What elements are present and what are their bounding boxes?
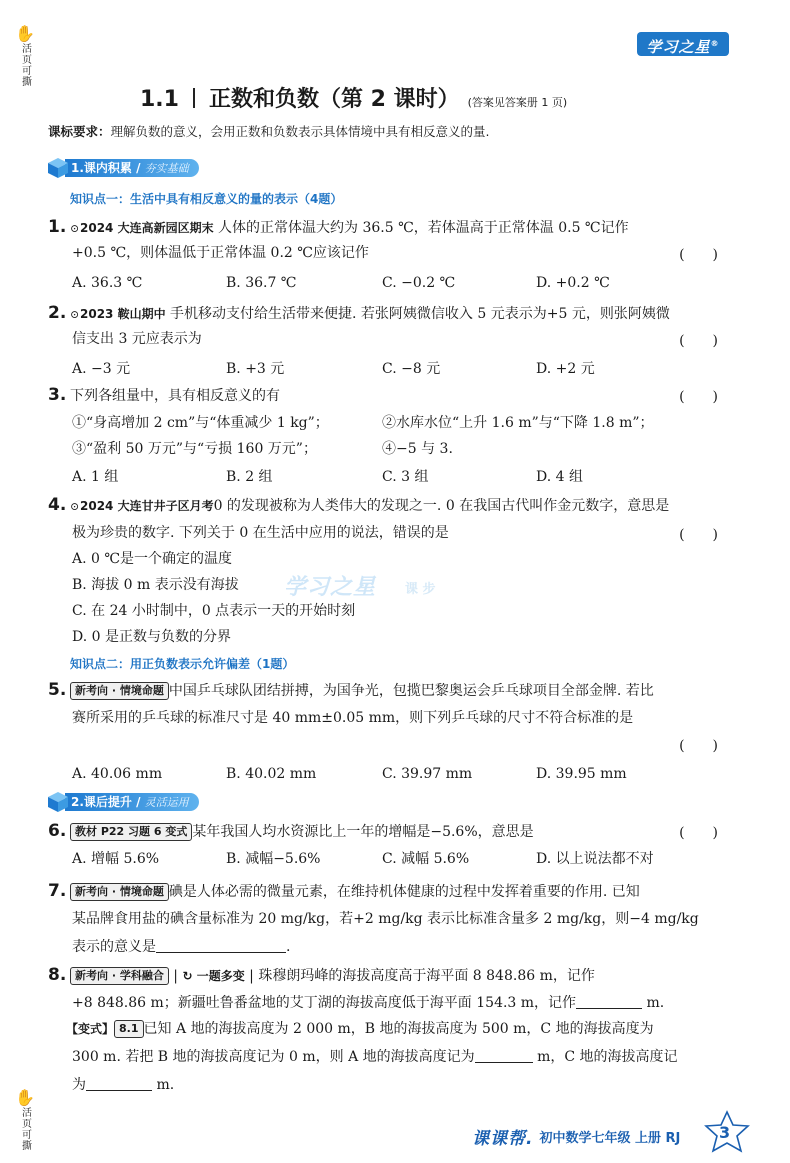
statement-2: ②水库水位“上升 1.6 m”与“下降 1.8 m”； <box>382 415 654 431</box>
knowledge-point-1: 知识点一：生活中具有相反意义的量的表示（4题） <box>70 192 343 206</box>
page-number: 3 <box>719 1123 731 1142</box>
question-5 <box>48 677 728 787</box>
question-tag: 新考向 · 情境命题 <box>70 883 169 901</box>
option-d: D. 0 是正数与负数的分界 <box>72 629 231 645</box>
answer-parentheses: ( ) <box>679 825 718 841</box>
question-text-line2: 信支出 3 元应表示为 <box>72 331 202 347</box>
option-a: A. 增幅 5.6% <box>72 851 160 867</box>
page-title <box>140 82 567 113</box>
question-number: 4. <box>48 495 67 515</box>
brand-logo: 学习之星® <box>637 32 729 56</box>
answer-blank[interactable] <box>86 1077 152 1091</box>
question-text: 珠穆朗玛峰的海拔高度高于海平面 8 848.86 m，记作 <box>258 968 595 984</box>
section-label: 1.课内积累 / 夯实基础 <box>65 159 199 177</box>
question-text-line2: 赛所采用的乒乓球的标准尺寸是 40 mm±0.05 mm，则下列乒乓球的尺寸不符合标准的是 <box>72 710 634 726</box>
variant-label: 【变式】 <box>66 1022 115 1036</box>
question-text-line2: 某品牌食用盐的碘含量标准为 20 mg/kg，若+2 mg/kg 表示比标准含量多 2 mg/kg，则−4 mg/kg <box>72 911 699 927</box>
watermark-logo: 学习之星 <box>284 575 377 600</box>
answer-parentheses: ( ) <box>679 333 718 349</box>
answer-note: (答案见答案册 1 页) <box>467 96 568 109</box>
section-title: 1.课内积累 <box>71 161 132 175</box>
question-text: 人体的正常体温大约为 36.5 ℃，若体温高于正常体温 0.5 ℃记作 <box>218 220 629 236</box>
section-title: 2.课后提升 <box>71 795 132 809</box>
lesson-title: 正数和负数（第 2 课时） <box>208 87 460 112</box>
question-number: 2. <box>48 303 67 323</box>
cube-icon <box>47 791 69 813</box>
hand-icon: ✋ <box>15 1088 35 1107</box>
question-6 <box>48 818 728 874</box>
question-text: 下列各组量中，具有相反意义的有 <box>70 388 280 404</box>
option-c: C. 减幅 5.6% <box>382 851 470 867</box>
option-b: B. +3 元 <box>226 361 285 377</box>
question-8: 8. 新考向 · 学科融合 | ↻ 一题多变 | 珠穆朗玛峰的海拔高度高于海平面 8 848.86 m，记作 +8 848.86 m；新疆吐鲁番盆地的艾丁湖的海拔高度低于海平面 154.3 m，记作 m. 【变式】 8.1 已知 A 地的海拔高度为 2 000 m，B 地的海拔高度为 500 m，C 地的海拔高度为 300 m. 若把 B 地的海拔高度记为 0 m，则 A 地的海拔高度记为 m，C 地的海拔高度记 为 m. <box>48 962 728 1102</box>
variant-line3 <box>72 1072 174 1098</box>
variant-line2 <box>72 1044 678 1070</box>
option-c: C. −8 元 <box>382 361 441 377</box>
variant-text: 已知 A 地的海拔高度为 2 000 m，B 地的海拔高度为 500 m，C 地的海拔高度为 <box>143 1021 654 1037</box>
knowledge-point-2: 知识点二：用正负数表示允许偏差（1题） <box>70 657 295 671</box>
option-a: A. −3 元 <box>72 361 131 377</box>
option-a: A. 40.06 mm <box>72 766 163 782</box>
question-text-suffix: m. <box>646 995 665 1011</box>
option-b: B. 2 组 <box>226 469 273 485</box>
question-text-line3 <box>72 934 290 960</box>
variant-number: 8.1 <box>114 1020 144 1038</box>
question-text-line2: +0.5 ℃，则体温低于正常体温 0.2 ℃应该记作 <box>72 245 369 261</box>
question-number: 7. <box>48 881 67 901</box>
option-b: B. 减幅−5.6% <box>226 851 321 867</box>
question-number: 6. <box>48 821 67 841</box>
option-c: C. 在 24 小时制中，0 点表示一天的开始时刻 <box>72 603 356 619</box>
section-banner-2 <box>47 792 199 812</box>
question-text-prefix: 表示的意义是 <box>72 939 156 955</box>
book-title: 初中数学七年级 上册 RJ <box>539 1131 681 1146</box>
statement-4: ④−5 与 3. <box>382 441 453 457</box>
option-a: A. 36.3 ℃ <box>72 275 143 291</box>
question-text-line2 <box>72 990 664 1016</box>
variant-text-prefix: 300 m. 若把 B 地的海拔高度记为 0 m，则 A 地的海拔高度记为 <box>72 1049 475 1065</box>
option-a: A. 1 组 <box>72 469 119 485</box>
edge-label: 活页可撕 <box>19 43 31 87</box>
section-subtitle: 夯实基础 <box>144 162 189 175</box>
requirement-label: 课标要求： <box>48 124 111 139</box>
question-text: 碘是人体必需的微量元素，在维持机体健康的过程中发挥着重要的作用. 已知 <box>168 884 640 900</box>
location-pin-icon: ⊙ <box>70 500 80 513</box>
answer-parentheses: ( ) <box>679 527 718 543</box>
title-divider <box>193 88 195 108</box>
option-b: B. 36.7 ℃ <box>226 275 297 291</box>
question-text: 手机移动支付给生活带来便捷. 若张阿姨微信收入 5 元表示为+5 元，则张阿姨微 <box>170 306 670 322</box>
option-b: B. 海拔 0 m 表示没有海拔 <box>72 577 239 593</box>
curriculum-requirement <box>48 122 490 140</box>
tear-off-strip-top <box>14 24 36 90</box>
answer-parentheses: ( ) <box>679 247 718 263</box>
variant-text-suffix: m，C 地的海拔高度记 <box>537 1049 678 1065</box>
statement-3: ③“盈利 50 万元”与“亏损 160 万元”； <box>72 441 317 457</box>
tear-off-strip-bottom <box>14 1088 36 1154</box>
variant-tag: ↻ 一题多变 <box>182 969 245 983</box>
question-text: 0 的发现被称为人类伟大的发现之一. 0 在我国古代叫作金元数字，意思是 <box>213 498 670 514</box>
option-d: D. 以上说法都不对 <box>536 851 654 867</box>
question-2 <box>48 300 728 380</box>
requirement-text: 理解负数的意义，会用正数和负数表示具体情境中具有相反意义的量. <box>110 124 490 139</box>
option-d: D. 4 组 <box>536 469 583 485</box>
question-text-suffix: . <box>286 939 291 955</box>
footer-brand: 课课帮. <box>472 1129 534 1149</box>
question-text: 中国乒乓球队团结拼搏，为国争光，包揽巴黎奥运会乒乓球项目全部金牌. 若比 <box>168 683 654 699</box>
page-footer <box>472 1124 680 1149</box>
question-tag: 新考向 · 情境命题 <box>70 682 169 700</box>
section-label: 2.课后提升 / 灵活运用 <box>65 793 199 811</box>
variant-text-suffix: m. <box>156 1077 175 1093</box>
variant-line1 <box>66 1016 654 1042</box>
answer-parentheses: ( ) <box>679 738 718 754</box>
option-c: C. 3 组 <box>382 469 429 485</box>
question-text-prefix: +8 848.86 m；新疆吐鲁番盆地的艾丁湖的海拔高度低于海平面 154.3 m，记作 <box>72 995 577 1011</box>
question-7 <box>48 878 728 962</box>
variant-text-prefix: 为 <box>72 1077 86 1093</box>
location-pin-icon: ⊙ <box>70 222 80 235</box>
option-b: B. 40.02 mm <box>226 766 317 782</box>
question-tag: 教材 P22 习题 6 变式 <box>70 823 192 841</box>
option-d: D. +2 元 <box>536 361 595 377</box>
answer-parentheses: ( ) <box>679 389 718 405</box>
cube-icon <box>47 157 69 179</box>
question-source: 2024 大连高新园区期末 <box>80 221 214 235</box>
question-text: 某年我国人均水资源比上一年的增幅是−5.6%，意思是 <box>192 824 534 840</box>
statement-1: ①“身高增加 2 cm”与“体重减少 1 kg”； <box>72 415 329 431</box>
variant-tag-text: 一题多变 <box>196 969 245 983</box>
answer-blank[interactable] <box>156 939 286 953</box>
question-number: 8. <box>48 965 67 985</box>
edge-label: 活页可撕 <box>19 1107 31 1151</box>
answer-blank[interactable] <box>576 995 642 1009</box>
option-d: D. +0.2 ℃ <box>536 275 610 291</box>
question-text-line2: 极为珍贵的数字. 下列关于 0 在生活中应用的说法，错误的是 <box>72 525 449 541</box>
question-3 <box>48 382 728 492</box>
option-d: D. 39.95 mm <box>536 766 627 782</box>
question-tag: 新考向 · 学科融合 <box>70 967 169 985</box>
brand-logo-text: 学习之星 <box>646 38 711 56</box>
question-number: 1. <box>48 217 67 237</box>
question-1 <box>48 214 728 294</box>
question-number: 3. <box>48 385 67 405</box>
location-pin-icon: ⊙ <box>70 308 80 321</box>
hand-icon: ✋ <box>15 24 35 43</box>
watermark-text: 课 步 <box>405 582 436 597</box>
answer-blank[interactable] <box>475 1049 533 1063</box>
option-c: C. −0.2 ℃ <box>382 275 456 291</box>
option-c: C. 39.97 mm <box>382 766 473 782</box>
option-a: A. 0 ℃是一个确定的温度 <box>72 551 233 567</box>
lesson-number: 1.1 <box>140 87 179 112</box>
question-source: 2024 大连甘井子区月考 <box>80 499 214 513</box>
section-banner-1 <box>47 158 199 178</box>
section-subtitle: 灵活运用 <box>144 796 189 809</box>
question-source: 2023 鞍山期中 <box>80 307 166 321</box>
question-number: 5. <box>48 680 67 700</box>
